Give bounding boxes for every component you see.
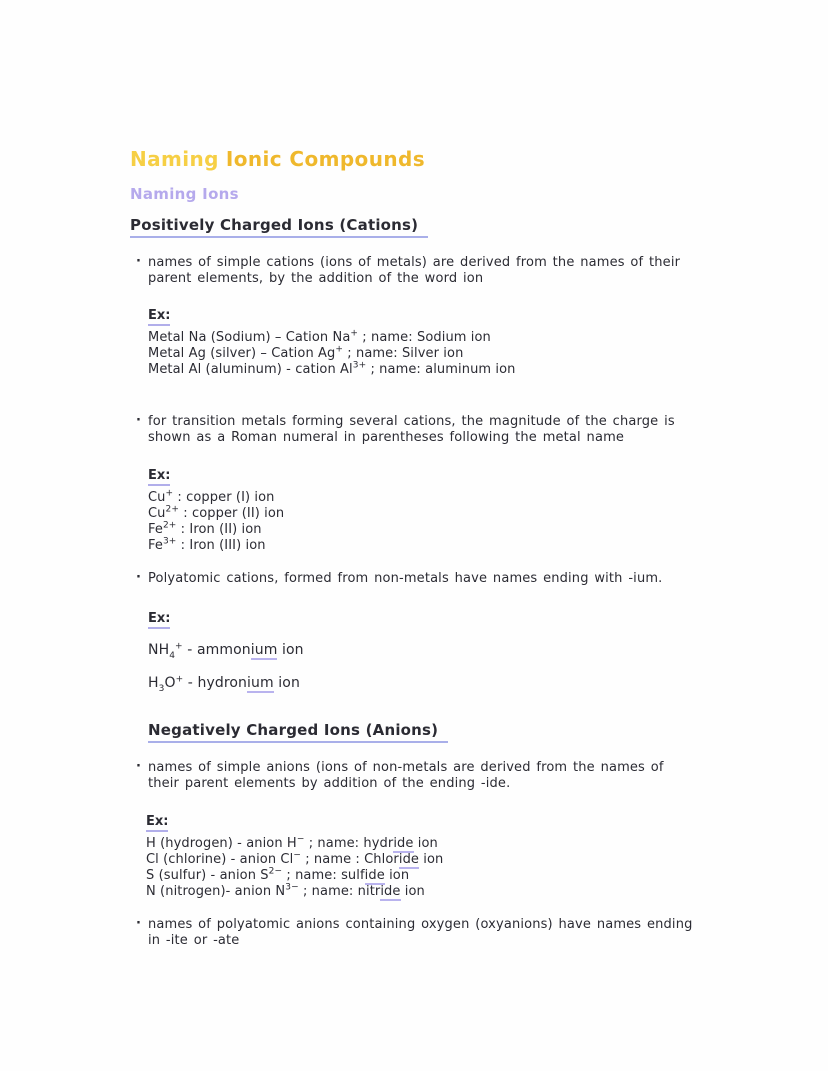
example-row-iron-2: $Fe^{2+}$ : Iron (II) ion <box>148 520 262 537</box>
example-row-sodium: Metal Na (Sodium) – Cation Na+ ; name: Sodium ion <box>148 328 491 345</box>
example-row-hydride: H (hydrogen) - anion H− ; name: hydride ion <box>146 834 438 851</box>
example-label: Ex: <box>148 308 170 326</box>
example-row-copper-1: Cu+ : copper (I) ion <box>148 488 275 505</box>
bullet-polyatomic-cations: · Polyatomic cations, formed from non-metals have names ending with -ium. <box>136 571 696 587</box>
example-row-chloride: Cl (chlorine) - anion Cl− ; name : Chloride ion <box>146 850 444 867</box>
bullet-transition-metals: · for transition metals forming several cations, the magnitude of the charge is shown as a Roman numeral in parentheses following the metal name <box>136 414 696 446</box>
example-row-copper-2: $Cu^{2+}$ : copper (II) ion <box>148 504 285 521</box>
example-row-sulfide: S (sulfur) - anion $S^{2-}$ ; name: sulfide ion <box>146 866 410 883</box>
example-row-iron-3: $Fe^{3+}$ : Iron (III) ion <box>148 536 266 553</box>
section-heading-cations: Positively Charged Ions (Cations) <box>130 216 428 238</box>
example-row-silver: Metal Ag (silver) – Cation Ag+ ; name: Silver ion <box>148 344 464 361</box>
example-block-transition-cations <box>148 464 715 554</box>
example-row-hydronium: $H_3O^+$ - hydronium ion <box>148 674 300 694</box>
bullet-oxyanions: · names of polyatomic anions containing oxygen (oxyanions) have names ending in -ite or -ate <box>136 917 696 949</box>
page-title-ionic-compounds: Ionic Compounds <box>225 147 425 171</box>
example-row-aluminum: Metal Al (aluminum) - cation $Al^{3+}$ ; name: aluminum ion <box>148 360 516 377</box>
bullet-simple-cations: · names of simple cations (ions of metals) are derived from the names of their parent elements, by the addition of the word ion <box>136 255 696 287</box>
bullet-simple-anions: · names of simple anions (ions of non-metals are derived from the names of their parent elements by addition of the ending -ide. <box>136 760 696 792</box>
notes-content <box>130 147 715 949</box>
example-label: Ex: <box>148 468 170 486</box>
page-title <box>130 147 715 171</box>
example-label: Ex: <box>148 611 170 629</box>
example-row-ammonium: $NH_4^+$ - ammonium ion <box>148 641 304 661</box>
example-block-polyatomic-cations <box>148 607 715 692</box>
page-title-naming: Naming <box>130 147 219 171</box>
example-block-metal-cations <box>148 304 715 378</box>
example-row-nitride: N (nitrogen)- anion $N^{3-}$ ; name: nitride ion <box>146 882 425 899</box>
example-block-simple-anions <box>146 810 715 900</box>
page-subtitle: Naming Ions <box>130 185 239 203</box>
section-heading-anions: Negatively Charged Ions (Anions) <box>148 721 448 743</box>
example-label: Ex: <box>146 814 168 832</box>
